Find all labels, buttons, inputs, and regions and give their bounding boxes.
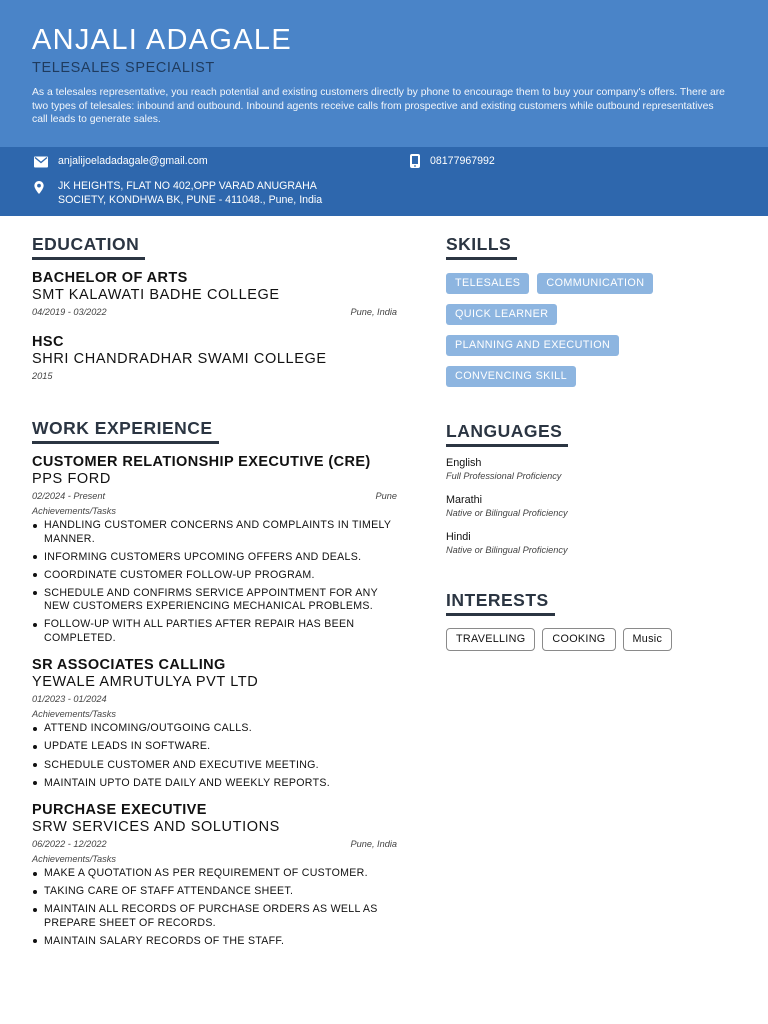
degree: BACHELOR OF ARTS xyxy=(32,270,188,286)
email-icon xyxy=(34,156,48,168)
email-text[interactable]: anjalijoeladadagale@gmail.com xyxy=(58,155,208,167)
job-dates: 02/2024 - Present xyxy=(32,491,106,501)
resume-header xyxy=(0,0,768,147)
achievements-label: Achievements/Tasks xyxy=(32,854,116,865)
task-item: SCHEDULE CUSTOMER AND EXECUTIVE MEETING. xyxy=(32,759,397,773)
task-list xyxy=(32,722,397,790)
skill-row xyxy=(446,366,746,387)
skill-tag: COMMUNICATION xyxy=(537,273,653,294)
job-item xyxy=(32,454,397,645)
achievements-label: Achievements/Tasks xyxy=(32,506,116,516)
address-line-2: SOCIETY, KONDHWA BK, PUNE - 411048., Pune, India xyxy=(58,193,323,206)
skill-tag: QUICK LEARNER xyxy=(446,304,557,325)
profile-summary: As a telesales representative, you reach potential and existing customers directly by phone to encourage them to buy your company's offers. There are two types of telesales: inbound and outbound. Inbound agents receive calls from prospective and existing customers while outbound representatives call leads to generate sales. xyxy=(32,87,725,126)
language-name: English xyxy=(446,457,482,469)
interest-tag: TRAVELLING xyxy=(446,628,535,651)
skill-tag: PLANNING AND EXECUTION xyxy=(446,335,619,356)
location-icon xyxy=(34,181,44,194)
candidate-title: TELESALES SPECIALIST xyxy=(32,60,215,76)
right-column xyxy=(446,234,746,651)
languages-section xyxy=(446,421,746,556)
skill-tag: TELESALES xyxy=(446,273,529,294)
contact-email[interactable] xyxy=(34,155,208,168)
task-item: SCHEDULE AND CONFIRMS SERVICE APPOINTMENT FOR ANY NEW CUSTOMERS EXPERIENCING MECHANICAL PROBLEMS. xyxy=(32,587,397,614)
phone-text[interactable]: 08177967992 xyxy=(430,155,495,167)
achievements-label: Achievements/Tasks xyxy=(32,709,116,720)
job-role: CUSTOMER RELATIONSHIP EXECUTIVE (CRE) xyxy=(32,454,371,470)
school: SHRI CHANDRADHAR SWAMI COLLEGE xyxy=(32,351,327,367)
candidate-name: ANJALI ADAGALE xyxy=(32,24,292,56)
skill-tag: CONVENCING SKILL xyxy=(446,366,576,387)
language-item xyxy=(446,457,746,482)
task-list xyxy=(32,519,397,645)
task-item: FOLLOW-UP WITH ALL PARTIES AFTER REPAIR HAS BEEN COMPLETED. xyxy=(32,618,397,645)
job-dates: 06/2022 - 12/2022 xyxy=(32,839,107,850)
education-item xyxy=(32,270,397,318)
job-company: YEWALE AMRUTULYA PVT LTD xyxy=(32,674,259,691)
job-meta xyxy=(32,839,397,850)
education-dates: 04/2019 - 03/2022 xyxy=(32,307,107,317)
work-heading: WORK EXPERIENCE xyxy=(32,418,219,444)
job-meta xyxy=(32,694,397,705)
education-heading: EDUCATION xyxy=(32,234,145,260)
contact-phone[interactable] xyxy=(410,155,495,168)
languages-list xyxy=(446,457,746,556)
language-item xyxy=(446,531,746,556)
skill-row xyxy=(446,273,746,294)
skill-row xyxy=(446,304,746,325)
job-role: PURCHASE EXECUTIVE xyxy=(32,802,207,819)
phone-icon xyxy=(410,154,420,168)
interest-tag: Music xyxy=(623,628,673,651)
work-section xyxy=(32,418,397,948)
interest-tag: COOKING xyxy=(542,628,615,651)
language-level: Native or Bilingual Proficiency xyxy=(446,545,568,555)
education-section xyxy=(32,234,397,382)
language-name: Hindi xyxy=(446,531,471,543)
contact-address xyxy=(34,180,322,207)
interests-section xyxy=(446,590,746,651)
interests-heading: INTERESTS xyxy=(446,590,555,616)
education-meta xyxy=(32,307,397,318)
interests-list xyxy=(446,628,746,651)
job-company: SRW SERVICES AND SOLUTIONS xyxy=(32,819,280,836)
task-item: HANDLING CUSTOMER CONCERNS AND COMPLAINTS IN TIMELY MANNER. xyxy=(32,519,397,546)
languages-heading: LANGUAGES xyxy=(446,421,568,447)
job-item xyxy=(32,802,397,948)
task-item: MAINTAIN ALL RECORDS OF PURCHASE ORDERS AS WELL AS PREPARE SHEET OF RECORDS. xyxy=(32,903,397,930)
job-location: Pune xyxy=(375,491,397,501)
job-role: SR ASSOCIATES CALLING xyxy=(32,657,226,674)
skill-row xyxy=(446,335,746,356)
task-item: UPDATE LEADS IN SOFTWARE. xyxy=(32,740,397,754)
language-level: Native or Bilingual Proficiency xyxy=(446,508,568,518)
left-column xyxy=(32,234,397,953)
job-location: Pune, India xyxy=(350,839,397,850)
degree: HSC xyxy=(32,334,64,350)
task-item: MAINTAIN SALARY RECORDS OF THE STAFF. xyxy=(32,935,397,949)
language-name: Marathi xyxy=(446,494,483,506)
education-item xyxy=(32,334,397,382)
language-level: Full Professional Proficiency xyxy=(446,471,562,481)
task-list xyxy=(32,867,397,948)
education-dates: 2015 xyxy=(32,371,53,381)
task-item: TAKING CARE OF STAFF ATTENDANCE SHEET. xyxy=(32,885,397,899)
education-meta xyxy=(32,371,397,382)
job-dates: 01/2023 - 01/2024 xyxy=(32,694,107,705)
task-item: INFORMING CUSTOMERS UPCOMING OFFERS AND DEALS. xyxy=(32,551,397,565)
skills-heading: SKILLS xyxy=(446,234,517,260)
skills-list xyxy=(446,273,746,387)
job-meta xyxy=(32,491,397,502)
task-item: MAKE A QUOTATION AS PER REQUIREMENT OF CUSTOMER. xyxy=(32,867,397,881)
task-item: ATTEND INCOMING/OUTGOING CALLS. xyxy=(32,722,397,736)
language-item xyxy=(446,494,746,519)
skills-section xyxy=(446,234,746,387)
education-location: Pune, India xyxy=(350,307,397,317)
address-line-1: JK HEIGHTS, FLAT NO 402,OPP VARAD ANUGRAHA xyxy=(58,180,317,192)
task-item: COORDINATE CUSTOMER FOLLOW-UP PROGRAM. xyxy=(32,569,397,583)
job-company: PPS FORD xyxy=(32,471,111,487)
school: SMT KALAWATI BADHE COLLEGE xyxy=(32,287,280,303)
job-item xyxy=(32,657,397,790)
contact-bar xyxy=(0,147,768,216)
task-item: MAINTAIN UPTO DATE DAILY AND WEEKLY REPORTS. xyxy=(32,777,397,791)
